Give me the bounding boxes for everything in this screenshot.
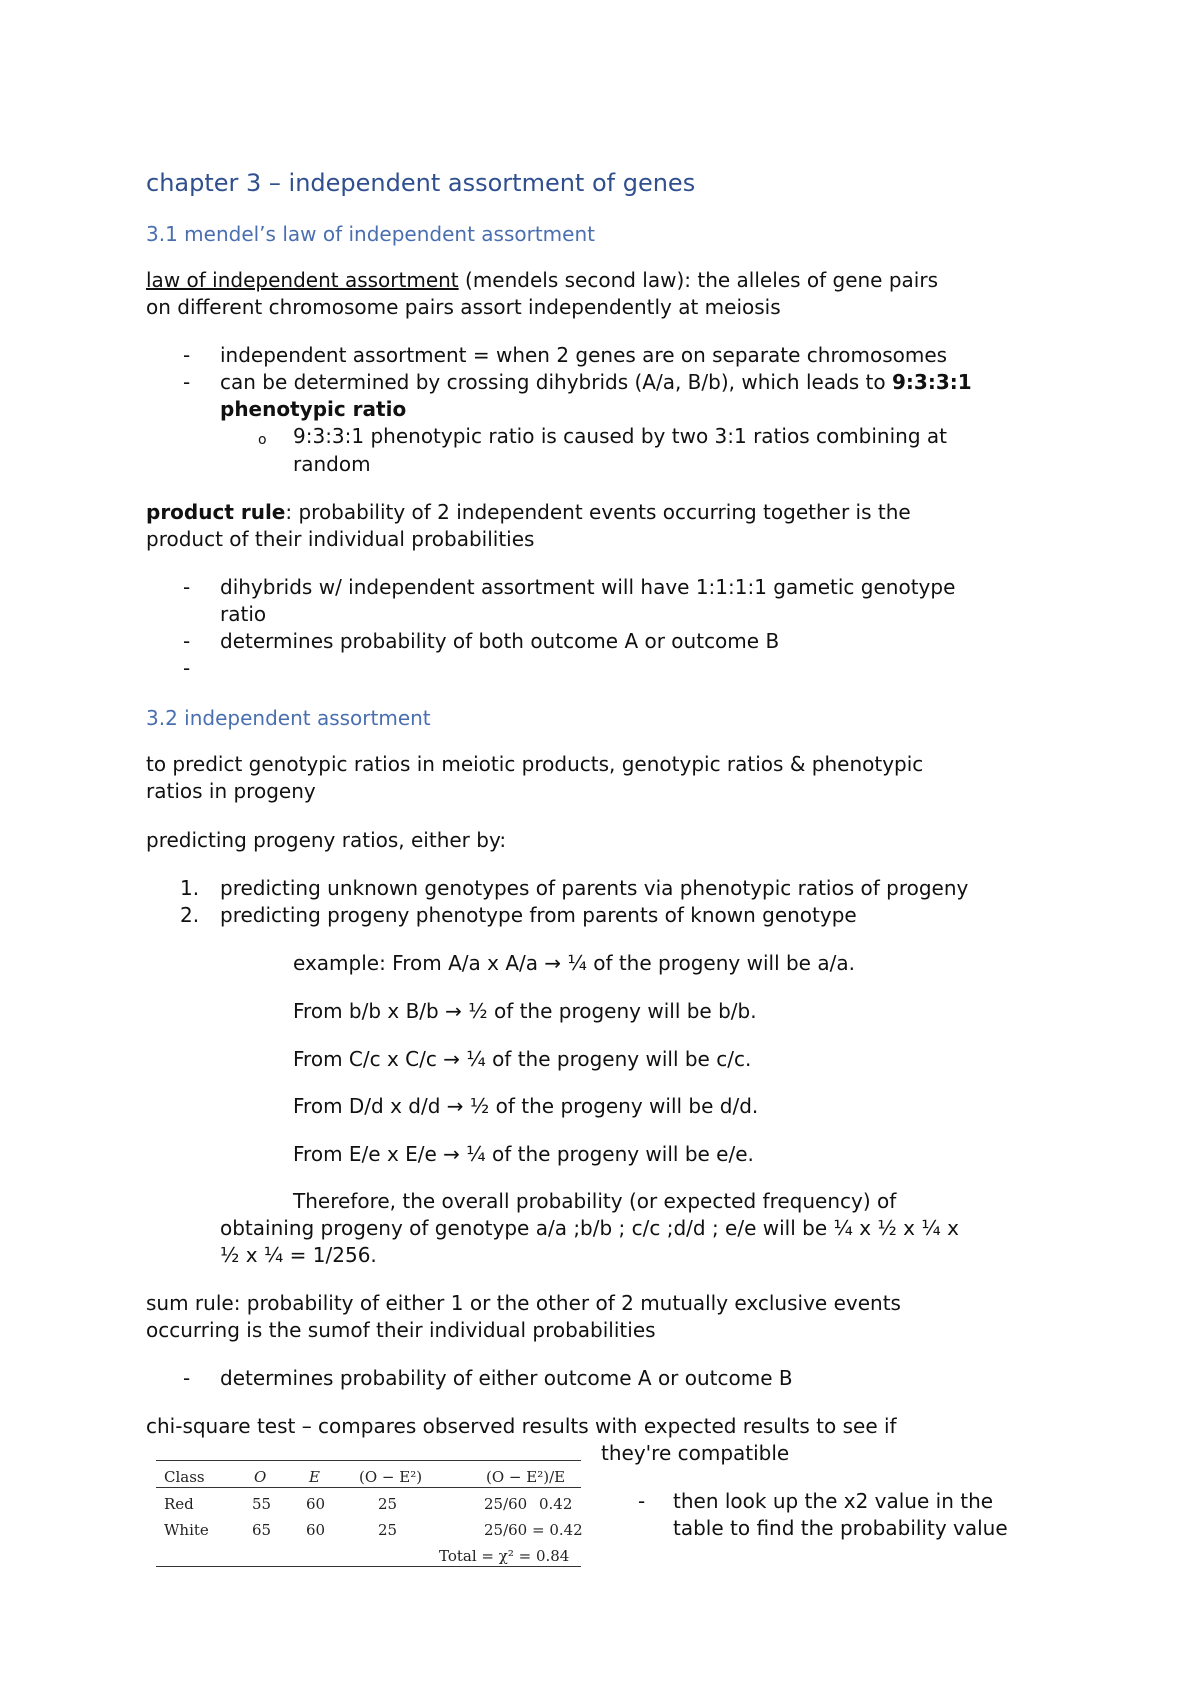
table-header-row (156, 1461, 581, 1487)
cell-ratio: 25/60 (484, 1495, 528, 1513)
cell-expected: 60 (306, 1495, 326, 1513)
cell-deviation: 25 (378, 1495, 398, 1513)
chapter-title: chapter 3 – independent assortment of genes (146, 169, 696, 197)
product-rule-term: product rule (146, 500, 286, 524)
sum-rule-line-1: sum rule: probability of either 1 or the other of 2 mutually exclusive events (146, 1291, 901, 1315)
table-row (156, 1514, 581, 1540)
example-line-2: From b/b x B/b → ½ of the progeny will be b/b. (293, 999, 757, 1023)
cell-observed: 65 (252, 1521, 272, 1539)
sub-bullet-line-2: random (293, 452, 371, 476)
law-line-1 (146, 267, 938, 294)
product-rule-rest: : probability of 2 independent events occurring together is the (285, 500, 911, 524)
intro-line-2: ratios in progeny (146, 779, 316, 803)
example-line-5: From E/e x E/e → ¼ of the progeny will be e/e. (293, 1142, 754, 1166)
sum-bullet-text: determines probability of either outcome A or outcome B (220, 1366, 793, 1390)
bullet-dash: - (183, 370, 191, 394)
bullet-1-text: independent assortment = when 2 genes are on separate chromosomes (220, 343, 948, 367)
predicting-line: predicting progeny ratios, either by: (146, 828, 507, 852)
numbered-item-2-text: predicting progeny phenotype from parents of known genotype (220, 903, 857, 927)
therefore-line-2: obtaining progeny of genotype a/a ;b/b ; c/c ;d/d ; e/e will be ¼ x ½ x ¼ x (220, 1216, 959, 1240)
cell-ratio-result: 25/60 = 0.42 (484, 1521, 583, 1539)
bullet-2-plain: can be determined by crossing dihybrids (A/a, B/b), which leads to (220, 370, 892, 394)
product-rule-line-2: product of their individual probabilities (146, 527, 535, 551)
numbered-item-1-text: predicting unknown genotypes of parents via phenotypic ratios of progeny (220, 876, 969, 900)
number-marker: 2. (180, 903, 200, 927)
header-o: O (254, 1468, 267, 1486)
bullet-dash: - (183, 343, 191, 367)
cell-ratio-value: 0.42 (539, 1495, 573, 1513)
example-line-4: From D/d x d/d → ½ of the progeny will be d/d. (293, 1094, 759, 1118)
ratio-bold: 9:3:3:1 (891, 370, 972, 394)
example-line-1: example: From A/a x A/a → ¼ of the progeny will be a/a. (293, 951, 855, 975)
number-marker: 1. (180, 876, 200, 900)
intro-line-1: to predict genotypic ratios in meiotic products, genotypic ratios & phenotypic (146, 752, 924, 776)
table-total-row (156, 1540, 581, 1566)
table-row (156, 1488, 581, 1514)
cell-expected: 60 (306, 1521, 326, 1539)
chi-bullet-line-1: then look up the x2 value in the (673, 1489, 994, 1513)
header-ratio: (O − E²)/E (486, 1468, 566, 1486)
cell-deviation: 25 (378, 1521, 398, 1539)
sub-bullet-line-1: 9:3:3:1 phenotypic ratio is caused by two 3:1 ratios combining at (293, 424, 947, 448)
chi-bullet-line-2: table to find the probability value (673, 1516, 1008, 1540)
header-o-minus-e-sq: (O − E²) (359, 1468, 423, 1486)
bullet-2-text (220, 369, 972, 396)
bullet-dash: - (638, 1489, 646, 1513)
product-bullet-1-cont: ratio (220, 602, 267, 626)
law-line-2: on different chromosome pairs assort independently at meiosis (146, 295, 781, 319)
table-total: Total = χ² = 0.84 (439, 1547, 570, 1565)
cell-class: White (164, 1521, 209, 1539)
bullet-dash: - (183, 629, 191, 653)
header-class: Class (164, 1468, 205, 1486)
product-rule-line-1 (146, 499, 911, 526)
law-term: law of independent assortment (146, 268, 459, 292)
therefore-line-3: ½ x ¼ = 1/256. (220, 1243, 377, 1267)
example-line-3: From C/c x C/c → ¼ of the progeny will be c/c. (293, 1047, 752, 1071)
chi-square-line-1: chi-square test – compares observed results with expected results to see if (146, 1414, 897, 1438)
sub-bullet-marker: o (258, 432, 267, 448)
header-e: E (309, 1468, 320, 1486)
bullet-dash: - (183, 575, 191, 599)
chi-square-table (156, 1460, 581, 1567)
section-3-2-heading: 3.2 independent assortment (146, 706, 431, 730)
chi-square-line-2: they're compatible (601, 1441, 790, 1465)
product-bullet-2-text: determines probability of both outcome A or outcome B (220, 629, 780, 653)
section-3-1-heading: 3.1 mendel’s law of independent assortment (146, 222, 595, 246)
bullet-dash: - (183, 1366, 191, 1390)
cell-observed: 55 (252, 1495, 272, 1513)
bullet-dash: - (183, 656, 191, 680)
sum-rule-line-2: occurring is the sumof their individual probabilities (146, 1318, 656, 1342)
law-line-1-rest: (mendels second law): the alleles of gene pairs (458, 268, 938, 292)
bullet-2-bold-cont: phenotypic ratio (220, 397, 407, 421)
cell-class: Red (164, 1495, 194, 1513)
therefore-line-1: Therefore, the overall probability (or expected frequency) of (293, 1189, 897, 1213)
product-bullet-1-text: dihybrids w/ independent assortment will have 1:1:1:1 gametic genotype (220, 575, 956, 599)
